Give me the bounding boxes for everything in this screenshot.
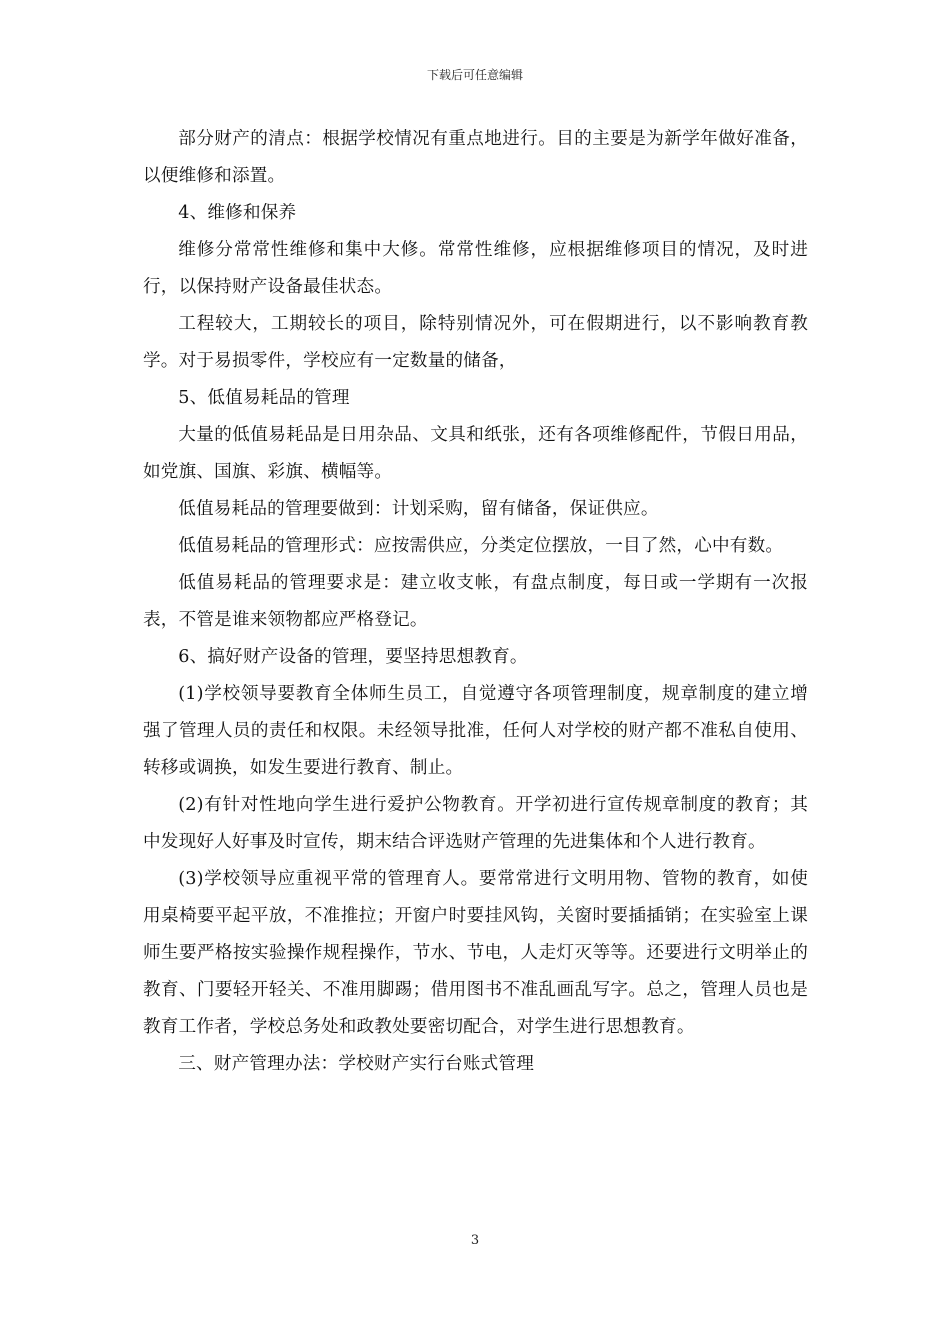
paragraph-item-2: (2)有针对性地向学生进行爱护公物教育。开学初进行宣传规章制度的教育；其中发现好人好事及时宣传，期末结合评选财产管理的先进集体和个人进行教育。	[143, 795, 808, 852]
paragraph-item-1: (1)学校领导要教育全体师生员工，自觉遵守各项管理制度，规章制度的建立增强了管理人员的责任和权限。未经领导批准，任何人对学校的财产都不准私自使用、转移或调换，如发生要进行教育、制止。	[143, 684, 808, 778]
paragraph-consumables-list: 大量的低值易耗品是日用杂品、文具和纸张，还有各项维修配件，节假日用品，如党旗、国旗、彩旗、横幅等。	[143, 425, 808, 482]
paragraph-large-projects: 工程较大，工期较长的项目，除特别情况外，可在假期进行，以不影响教育教学。对于易损零件，学校应有一定数量的储备，	[143, 314, 808, 371]
page-header: 下载后可任意编辑	[426, 68, 523, 82]
heading-section-3: 三、财产管理办法：学校财产实行台账式管理	[178, 1054, 535, 1074]
page-number: 3	[470, 1233, 480, 1248]
heading-consumables: 5、低值易耗品的管理	[178, 388, 350, 408]
paragraph-consumables-management: 低值易耗品的管理要做到：计划采购，留有储备，保证供应。	[178, 499, 659, 519]
heading-ideological-education: 6、搞好财产设备的管理，要坚持思想教育。	[178, 647, 528, 667]
paragraph-maintenance-types: 维修分常常性维修和集中大修。常常性维修，应根据维修项目的情况，及时进行，以保持财产设备最佳状态。	[143, 240, 808, 297]
document-body	[143, 121, 808, 1083]
heading-maintenance: 4、维修和保养	[178, 203, 297, 223]
paragraph-consumables-requirements: 低值易耗品的管理要求是：建立收支帐，有盘点制度，每日或一学期有一次报表，不管是谁来领物都应严格登记。	[143, 573, 808, 630]
paragraph-item-3: (3)学校领导应重视平常的管理育人。要常常进行文明用物、管物的教育，如使用桌椅要平起平放，不准推拉；开窗户时要挂风钩，关窗时要插插销；在实验室上课师生要严格按实验操作规程操作，节水、节电，人走灯灭等等。还要进行文明举止的教育、门要轻开轻关、不准用脚踢；借用图书不准乱画乱写字。总之，管理人员也是教育工作者，学校总务处和政教处要密切配合，对学生进行思想教育。	[143, 869, 808, 1037]
paragraph-asset-inventory: 部分财产的清点：根据学校情况有重点地进行。目的主要是为新学年做好准备，以便维修和添置。	[143, 129, 808, 186]
paragraph-consumables-form: 低值易耗品的管理形式：应按需供应，分类定位摆放，一目了然，心中有数。	[178, 536, 784, 556]
